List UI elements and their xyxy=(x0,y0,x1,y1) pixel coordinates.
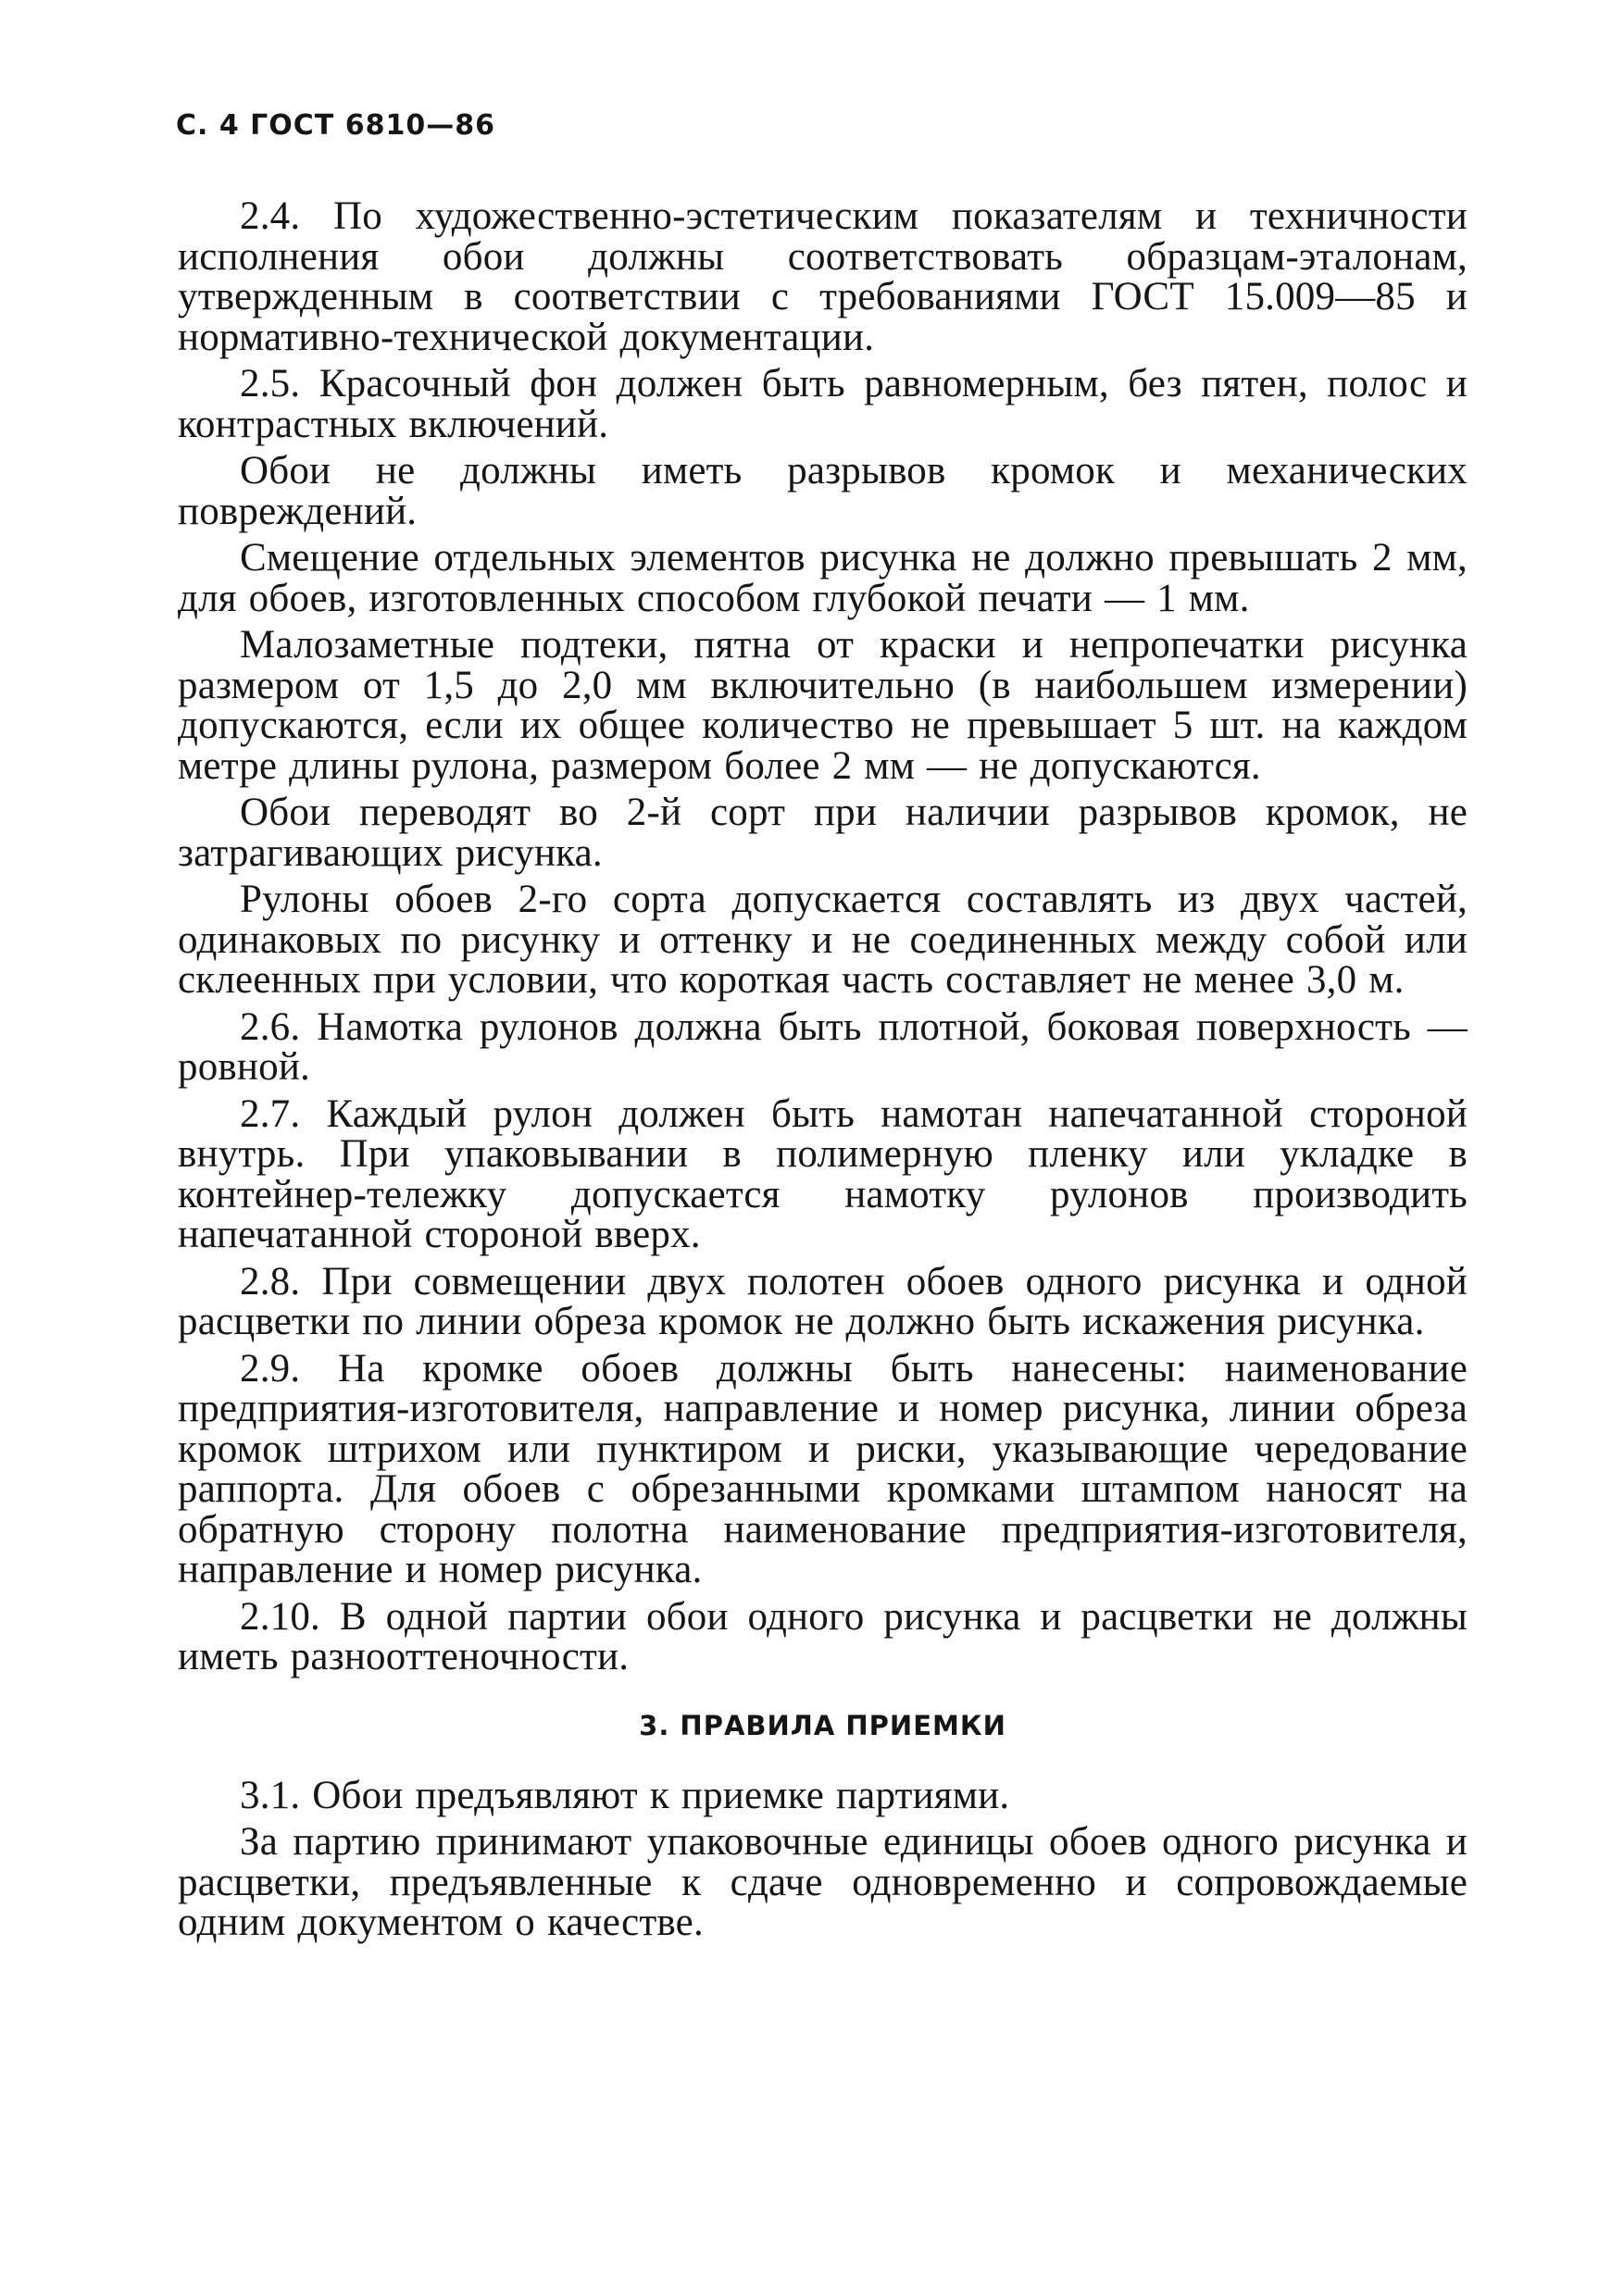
paragraph-second-grade: Обои переводят во 2-й сорт при наличии разрывов кромок, не затрагивающих рисунка. xyxy=(178,791,1468,875)
paragraph-2-6: 2.6. Намотка рулонов должна быть плотной, боковая поверхность — ровной. xyxy=(178,1004,1468,1089)
paragraph-2-10: 2.10. В одной партии обои одного рисунка и расцветки не должны иметь разнооттеночности. xyxy=(178,1594,1468,1678)
paragraph-edge-damage: Обои не должны иметь разрывов кромок и механических повреждений. xyxy=(178,449,1468,533)
paragraph-2-5: 2.5. Красочный фон должен быть равномерным, без пятен, полос и контрастных включений. xyxy=(178,362,1468,446)
paragraph-2-9: 2.9. На кромке обоев должны быть нанесены: наименование предприятия-изготовителя, направление и номер рисунка, линии обреза кромок штрихом или пунктиром и риски, указывающие чередование раппорта. Для обоев с обрезанными кромками штампом наносят на обратную сторону полотна наименование предприятия-изготовителя, направление и номер рисунка. xyxy=(178,1346,1468,1591)
section-3-title: 3. ПРАВИЛА ПРИЕМКИ xyxy=(639,1709,1006,1741)
paragraph-minor-defects: Малозаметные подтеки, пятна от краски и непропечатки рисунка размером от 1,5 до 2,0 мм включительно (в наибольшем измерении) допускаются, если их общее количество не превышает 5 шт. на каждом метре длины рулона, размером более 2 мм — не допускаются. xyxy=(178,623,1468,788)
paragraph-pattern-shift: Смещение отдельных элементов рисунка не должно превышать 2 мм, для обоев, изготовленных способом глубокой печати — 1 мм. xyxy=(178,536,1468,620)
paragraph-2-8: 2.8. При совмещении двух полотен обоев одного рисунка и одной расцветки по линии обреза кромок не должно быть искажения рисунка. xyxy=(178,1259,1468,1343)
paragraph-2-7: 2.7. Каждый рулон должен быть намотан напечатанной стороной внутрь. При упаковывании в полимерную пленку или укладке в контейнер-тележку допускается намотку рулонов производить напечатанной стороной вверх. xyxy=(178,1091,1468,1256)
document-body xyxy=(178,196,1468,1950)
paragraph-2-4: 2.4. По художественно-эстетическим показателям и техничности исполнения обои должны соответствовать образцам-эталонам, утвержденным в соответствии с требованиями ГОСТ 15.009—85 и нормативно-технической документации. xyxy=(178,194,1468,359)
paragraph-3-1: 3.1. Обои предъявляют к приемке партиями. xyxy=(240,1773,1010,1817)
paragraph-second-grade-rolls: Рулоны обоев 2-го сорта допускается составлять из двух частей, одинаковых по рисунку и оттенку и не соединенных между собой или склеенных при условии, что короткая часть составляет не менее 3,0 м. xyxy=(178,878,1468,1002)
paragraph-batch-definition: За партию принимают упаковочные единицы обоев одного рисунка и расцветки, предъявленные к сдаче одновременно и сопровождаемые одним документом о качестве. xyxy=(178,1820,1468,1944)
page-header: С. 4 ГОСТ 6810—86 xyxy=(176,109,495,142)
